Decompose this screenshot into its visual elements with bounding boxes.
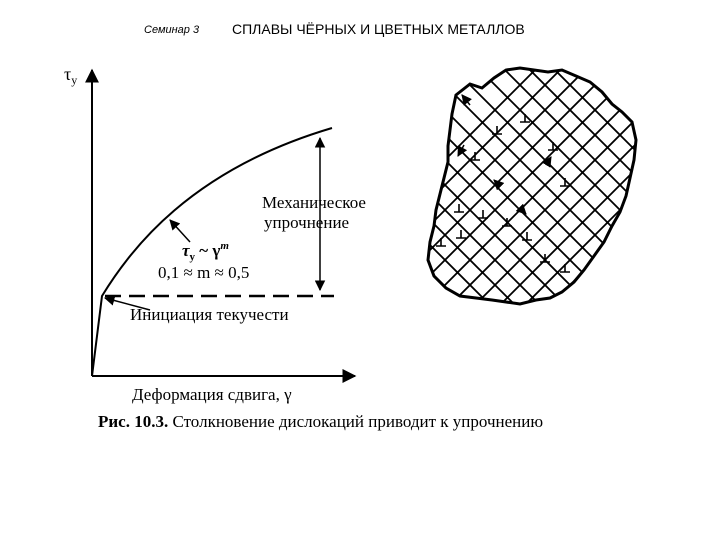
yield-label: Инициация текучести xyxy=(130,305,289,324)
slide-title: СПЛАВЫ ЧЁРНЫХ И ЦВЕТНЫХ МЕТАЛЛОВ xyxy=(232,21,525,37)
grain-illustration xyxy=(380,0,700,525)
seminar-label: Семинар 3 xyxy=(144,24,200,36)
grain-boundary xyxy=(428,68,636,304)
hardening-label-1: Механическое xyxy=(262,193,366,212)
y-axis-label: $\tau_у$ xyxy=(64,64,78,87)
formula-arrow xyxy=(170,220,190,242)
hardening-label-2: упрочнение xyxy=(264,213,350,232)
formula-range: 0,1 ≈ m ≈ 0,5 xyxy=(158,263,250,282)
caption-number: Рис. 10.3. xyxy=(98,412,169,431)
x-axis-label: Деформация сдвига, γ xyxy=(132,385,292,404)
caption-text: Столкновение дислокаций приводит к упрочнению xyxy=(168,412,544,431)
formula-label: $\tau_у$ ~ $\gamma^m$ xyxy=(182,240,229,263)
figure-caption xyxy=(98,412,543,432)
